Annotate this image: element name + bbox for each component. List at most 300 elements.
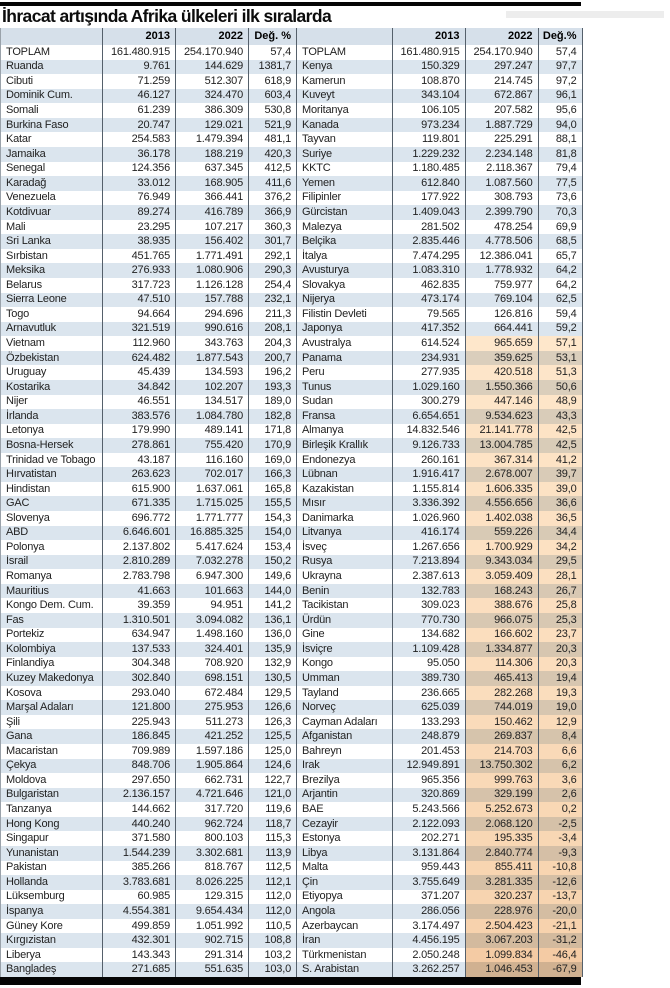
value-2022-cell: 2.840.774: [465, 846, 538, 861]
change-cell: 169,0: [249, 453, 297, 468]
change-cell: 112,1: [249, 875, 297, 890]
change-cell: 366,9: [249, 205, 297, 220]
country-row: [297, 162, 582, 177]
change-cell: 232,1: [249, 293, 297, 308]
country-cell: Lüksemburg: [6, 890, 65, 903]
change-cell: 26,7: [538, 584, 582, 599]
change-cell: 208,1: [249, 322, 297, 337]
change-cell: 115,3: [249, 831, 297, 846]
change-cell: 57,1: [538, 336, 582, 351]
country-cell: Macaristan: [6, 744, 58, 757]
country-row: [1, 147, 297, 162]
change-cell: 70,3: [538, 205, 582, 220]
country-row: [297, 569, 582, 584]
value-2013-cell: 3.755.649: [392, 875, 465, 890]
change-cell: 122,7: [249, 773, 297, 788]
change-cell: 155,5: [249, 496, 297, 511]
country-row: [297, 263, 582, 278]
value-2022-cell: 9.654.434: [176, 904, 249, 919]
change-cell: 28,1: [538, 569, 582, 584]
country-row: [297, 657, 582, 672]
value-2022-cell: 702.017: [176, 467, 249, 482]
country-cell: TOPLAM: [302, 45, 346, 58]
table-right-body: [297, 45, 582, 977]
value-2013-cell: 2.136.157: [103, 788, 176, 803]
country-cell: Bahreyn: [302, 744, 342, 757]
change-cell: 12,9: [538, 715, 582, 730]
country-cell: İrlanda: [1, 409, 103, 424]
value-2022-cell: 966.075: [465, 613, 538, 628]
change-cell: 94,0: [538, 118, 582, 133]
change-cell: 113,9: [249, 846, 297, 861]
value-2013-cell: 1.916.417: [392, 467, 465, 482]
value-2022-cell: 282.268: [465, 686, 538, 701]
country-cell: Afganistan: [297, 729, 392, 744]
value-2022-cell: 965.659: [465, 336, 538, 351]
country-row: [297, 322, 582, 337]
country-row: [297, 89, 582, 104]
country-row: [1, 788, 297, 803]
change-cell: 57,4: [249, 45, 297, 60]
value-2013-cell: 39.359: [103, 598, 176, 613]
change-cell: 97,7: [538, 60, 582, 75]
country-row: [297, 831, 582, 846]
value-2013-cell: 3.174.497: [392, 919, 465, 934]
country-row: [297, 147, 582, 162]
change-cell: 110,5: [249, 919, 297, 934]
change-cell: -46,4: [538, 948, 582, 963]
value-2013-cell: 133.293: [392, 715, 465, 730]
country-row: [297, 598, 582, 613]
table-left-half: [0, 28, 297, 977]
country-cell: Yunanistan: [1, 846, 103, 861]
change-cell: 95,6: [538, 103, 582, 118]
country-row: [1, 249, 297, 264]
value-2022-cell: 3.302.681: [176, 846, 249, 861]
change-cell: 68,5: [538, 234, 582, 249]
country-cell: Mısır: [297, 496, 392, 511]
value-2022-cell: 21.141.778: [465, 424, 538, 439]
value-2022-cell: 150.462: [465, 715, 538, 730]
country-row: [297, 729, 582, 744]
country-cell: Cayman Adaları: [302, 715, 378, 728]
value-2013-cell: 60.985: [103, 890, 176, 905]
change-cell: 121,0: [249, 788, 297, 803]
value-2013-cell: 45.439: [103, 365, 176, 380]
country-row: [1, 671, 297, 686]
country-row: [297, 875, 582, 890]
country-cell: Azerbaycan: [302, 919, 359, 932]
country-cell: Fas: [1, 613, 103, 628]
change-cell: 3,6: [538, 773, 582, 788]
country-row: [1, 118, 297, 133]
country-cell: Dominik Cum.: [1, 89, 103, 104]
value-2013-cell: 108.870: [392, 74, 465, 89]
country-row: [1, 438, 297, 453]
col-change-header: Değ.%: [538, 28, 582, 45]
country-cell: Moldova: [6, 773, 47, 786]
value-2013-cell: 1.310.501: [103, 613, 176, 628]
table-left-body: [1, 45, 297, 977]
country-cell: Finlandiya: [6, 657, 55, 670]
country-cell: Bangladeş: [1, 962, 103, 977]
country-row: [297, 249, 582, 264]
change-cell: 481,1: [249, 132, 297, 147]
country-row: [297, 395, 582, 410]
change-cell: 48,9: [538, 395, 582, 410]
country-row: [1, 453, 297, 468]
country-row: [297, 220, 582, 235]
country-cell: Avustralya: [302, 337, 352, 350]
value-2013-cell: 161.480.915: [103, 45, 176, 60]
country-cell: S. Arabistan: [297, 962, 392, 977]
change-cell: 23,7: [538, 628, 582, 643]
country-cell: Marşal Adaları: [1, 700, 103, 715]
value-2022-cell: 1.046.453: [465, 962, 538, 977]
country-cell: Irak: [297, 759, 392, 774]
value-2013-cell: 634.947: [103, 628, 176, 643]
change-cell: 97,2: [538, 74, 582, 89]
value-2022-cell: 1.334.877: [465, 642, 538, 657]
country-cell: Letonya: [6, 424, 44, 437]
change-cell: 36,6: [538, 496, 582, 511]
country-row: [1, 846, 297, 861]
value-2022-cell: 3.281.335: [465, 875, 538, 890]
col-2013-header: 2013: [392, 28, 465, 45]
change-cell: 360,3: [249, 220, 297, 235]
change-cell: 126,3: [249, 715, 297, 730]
value-2013-cell: 3.336.392: [392, 496, 465, 511]
change-cell: 118,7: [249, 817, 297, 832]
value-2022-cell: 157.788: [176, 293, 249, 308]
country-cell: GAC: [1, 496, 103, 511]
value-2013-cell: 473.174: [392, 293, 465, 308]
country-cell: Belarus: [6, 278, 42, 291]
change-cell: 42,5: [538, 438, 582, 453]
country-row: [1, 628, 297, 643]
col-2022-header: 2022: [176, 28, 249, 45]
change-cell: -3,4: [538, 831, 582, 846]
change-cell: 136,1: [249, 613, 297, 628]
value-2013-cell: 7.474.295: [392, 249, 465, 264]
value-2013-cell: 1.409.043: [392, 205, 465, 220]
value-2022-cell: 134.593: [176, 365, 249, 380]
country-row: [297, 438, 582, 453]
country-column-header: [297, 28, 392, 45]
value-2013-cell: 276.933: [103, 263, 176, 278]
country-row: [1, 322, 297, 337]
faint-print-artifact: [506, 11, 664, 18]
country-row: [297, 234, 582, 249]
value-2022-cell: 134.517: [176, 395, 249, 410]
value-2022-cell: 324.401: [176, 642, 249, 657]
country-cell: Çin: [297, 875, 392, 890]
country-row: [1, 176, 297, 191]
value-2022-cell: 225.291: [465, 132, 538, 147]
value-2022-cell: 207.582: [465, 103, 538, 118]
value-2022-cell: 254.170.940: [465, 45, 538, 60]
value-2022-cell: 1.778.932: [465, 263, 538, 278]
value-2013-cell: 2.050.248: [392, 948, 465, 963]
change-cell: 43,3: [538, 409, 582, 424]
value-2022-cell: 3.067.203: [465, 933, 538, 948]
value-2022-cell: 1.051.992: [176, 919, 249, 934]
value-2022-cell: 416.789: [176, 205, 249, 220]
change-cell: 149,6: [249, 569, 297, 584]
country-cell: Slovakya: [302, 278, 346, 291]
country-cell: BAE: [302, 803, 324, 816]
country-cell: Kırgızistan: [1, 933, 103, 948]
change-cell: 170,9: [249, 438, 297, 453]
value-2013-cell: 770.730: [392, 613, 465, 628]
value-2013-cell: 2.137.802: [103, 540, 176, 555]
value-2022-cell: 9.534.623: [465, 409, 538, 424]
value-2022-cell: 308.793: [465, 191, 538, 206]
value-2022-cell: 662.731: [176, 773, 249, 788]
value-2013-cell: 281.502: [392, 220, 465, 235]
value-2022-cell: 324.470: [176, 89, 249, 104]
country-row: [297, 293, 582, 308]
value-2013-cell: 119.801: [392, 132, 465, 147]
country-cell: Moritanya: [302, 104, 349, 117]
total-row: [1, 45, 297, 60]
country-row: [1, 948, 297, 963]
country-cell: Romanya: [6, 570, 52, 583]
change-cell: 77,5: [538, 176, 582, 191]
change-cell: 171,8: [249, 424, 297, 439]
value-2013-cell: 12.949.891: [392, 759, 465, 774]
change-cell: 51,3: [538, 365, 582, 380]
value-2022-cell: 294.696: [176, 307, 249, 322]
value-2013-cell: 499.859: [103, 919, 176, 934]
country-cell: Libya: [297, 846, 392, 861]
value-2013-cell: 309.023: [392, 598, 465, 613]
change-cell: 411,6: [249, 176, 297, 191]
country-row: [1, 657, 297, 672]
value-2013-cell: 5.243.566: [392, 802, 465, 817]
country-cell: Sierra Leone: [1, 293, 103, 308]
value-2022-cell: 7.032.278: [176, 555, 249, 570]
value-2022-cell: 320.237: [465, 890, 538, 905]
country-row: [1, 365, 297, 380]
value-2022-cell: 4.778.506: [465, 234, 538, 249]
value-2022-cell: 755.420: [176, 438, 249, 453]
change-cell: -13,7: [538, 890, 582, 905]
value-2013-cell: 43.187: [103, 453, 176, 468]
value-2013-cell: 9.126.733: [392, 438, 465, 453]
country-row: [1, 962, 297, 977]
change-cell: 1381,7: [249, 60, 297, 75]
country-cell: Ürdün: [297, 613, 392, 628]
value-2022-cell: 214.745: [465, 74, 538, 89]
country-row: [297, 700, 582, 715]
change-cell: 290,3: [249, 263, 297, 278]
value-2013-cell: 271.685: [103, 962, 176, 977]
country-cell: Arjantin: [297, 788, 392, 803]
country-row: [1, 919, 297, 934]
country-row: [1, 409, 297, 424]
country-row: [1, 729, 297, 744]
value-2022-cell: 1.550.366: [465, 380, 538, 395]
country-row: [297, 642, 582, 657]
value-2022-cell: 759.977: [465, 278, 538, 293]
country-row: [1, 700, 297, 715]
value-2013-cell: 432.301: [103, 933, 176, 948]
country-cell: Güney Kore: [6, 919, 63, 932]
value-2013-cell: 1.155.814: [392, 482, 465, 497]
col-2022-header: 2022: [465, 28, 538, 45]
value-2022-cell: 107.217: [176, 220, 249, 235]
value-2022-cell: 744.019: [465, 700, 538, 715]
country-row: [297, 176, 582, 191]
change-cell: 193,3: [249, 380, 297, 395]
value-2022-cell: 126.816: [465, 307, 538, 322]
value-2022-cell: 708.920: [176, 657, 249, 672]
value-2022-cell: 129.315: [176, 890, 249, 905]
value-2013-cell: 41.663: [103, 584, 176, 599]
value-2022-cell: 2.234.148: [465, 147, 538, 162]
country-row: [1, 875, 297, 890]
country-row: [297, 467, 582, 482]
change-cell: 292,1: [249, 249, 297, 264]
change-cell: 39,7: [538, 467, 582, 482]
country-cell: Belçika: [297, 234, 392, 249]
country-cell: Cezayir: [297, 817, 392, 832]
value-2022-cell: 1.877.543: [176, 351, 249, 366]
value-2022-cell: 2.068.120: [465, 817, 538, 832]
header-row: [297, 28, 582, 45]
country-cell: Gine: [302, 628, 325, 641]
country-row: [1, 60, 297, 75]
country-cell: İspanya: [1, 904, 103, 919]
change-cell: 64,2: [538, 263, 582, 278]
value-2022-cell: 512.307: [176, 74, 249, 89]
value-2022-cell: 366.441: [176, 191, 249, 206]
country-row: [297, 817, 582, 832]
country-cell: Malta: [302, 861, 328, 874]
country-cell: Mali: [6, 220, 26, 233]
change-cell: 124,6: [249, 759, 297, 774]
country-cell: Etiyopya: [302, 890, 343, 903]
country-row: [1, 395, 297, 410]
change-cell: 41,2: [538, 453, 582, 468]
value-2022-cell: 818.767: [176, 861, 249, 876]
bottom-rule: [0, 977, 581, 985]
value-2013-cell: 615.900: [103, 482, 176, 497]
value-2022-cell: 2.118.367: [465, 162, 538, 177]
change-cell: 6,2: [538, 759, 582, 774]
value-2022-cell: 343.763: [176, 336, 249, 351]
value-2022-cell: 4.721.646: [176, 788, 249, 803]
country-row: [297, 526, 582, 541]
value-2022-cell: 297.247: [465, 60, 538, 75]
change-cell: 165,8: [249, 482, 297, 497]
country-cell: Bulgaristan: [1, 788, 103, 803]
value-2013-cell: 23.295: [103, 220, 176, 235]
country-cell: Kotdivuar: [1, 205, 103, 220]
change-cell: 103,0: [249, 962, 297, 977]
value-2013-cell: 6.654.651: [392, 409, 465, 424]
country-cell: Kuveyt: [297, 89, 392, 104]
value-2022-cell: 489.141: [176, 424, 249, 439]
country-row: [297, 962, 582, 977]
change-cell: 36,5: [538, 511, 582, 526]
change-cell: 204,3: [249, 336, 297, 351]
country-row: [1, 132, 297, 147]
country-row: [1, 496, 297, 511]
change-cell: 25,3: [538, 613, 582, 628]
country-cell: Litvanya: [297, 526, 392, 541]
value-2022-cell: 4.556.656: [465, 496, 538, 511]
country-row: [1, 861, 297, 876]
value-2022-cell: 1.597.186: [176, 744, 249, 759]
value-2013-cell: 277.935: [392, 365, 465, 380]
value-2013-cell: 124.356: [103, 162, 176, 177]
country-row: [297, 380, 582, 395]
country-cell: Nijer: [6, 395, 28, 408]
country-cell: Meksika: [1, 263, 103, 278]
country-row: [297, 861, 582, 876]
value-2013-cell: 1.029.160: [392, 380, 465, 395]
country-cell: ABD: [1, 526, 103, 541]
header-row: [1, 28, 297, 45]
country-row: [297, 453, 582, 468]
value-2013-cell: 624.482: [103, 351, 176, 366]
value-2022-cell: 3.094.082: [176, 613, 249, 628]
value-2022-cell: 94.951: [176, 598, 249, 613]
change-cell: -2,5: [538, 817, 582, 832]
value-2022-cell: 2.399.790: [465, 205, 538, 220]
change-cell: 189,0: [249, 395, 297, 410]
value-2013-cell: 304.348: [103, 657, 176, 672]
value-2013-cell: 263.623: [103, 467, 176, 482]
value-2022-cell: 168.243: [465, 584, 538, 599]
country-cell: Lübnan: [297, 467, 392, 482]
country-cell: İsrail: [1, 555, 103, 570]
change-cell: 211,3: [249, 307, 297, 322]
country-row: [1, 773, 297, 788]
change-cell: 301,7: [249, 234, 297, 249]
country-row: [1, 293, 297, 308]
value-2013-cell: 260.161: [392, 453, 465, 468]
value-2022-cell: 478.254: [465, 220, 538, 235]
value-2013-cell: 9.761: [103, 60, 176, 75]
value-2022-cell: 1.771.491: [176, 249, 249, 264]
change-cell: 126,6: [249, 700, 297, 715]
country-cell: Portekiz: [6, 628, 45, 641]
country-cell: Tunus: [297, 380, 392, 395]
country-row: [1, 642, 297, 657]
change-cell: 34,2: [538, 540, 582, 555]
country-cell: Tanzanya: [6, 803, 52, 816]
country-cell: Singapur: [6, 832, 49, 845]
col-change-header: Değ. %: [249, 28, 297, 45]
value-2013-cell: 451.765: [103, 249, 176, 264]
country-row: [297, 103, 582, 118]
country-row: [1, 890, 297, 905]
value-2013-cell: 4.554.381: [103, 904, 176, 919]
value-2022-cell: 1.402.038: [465, 511, 538, 526]
change-cell: 154,3: [249, 511, 297, 526]
country-column-header: [1, 28, 103, 45]
value-2022-cell: 1.126.128: [176, 278, 249, 293]
country-row: [297, 132, 582, 147]
value-2022-cell: 902.715: [176, 933, 249, 948]
country-cell: Sırbistan: [6, 249, 48, 262]
country-row: [1, 220, 297, 235]
country-row: [297, 540, 582, 555]
change-cell: 81,8: [538, 147, 582, 162]
